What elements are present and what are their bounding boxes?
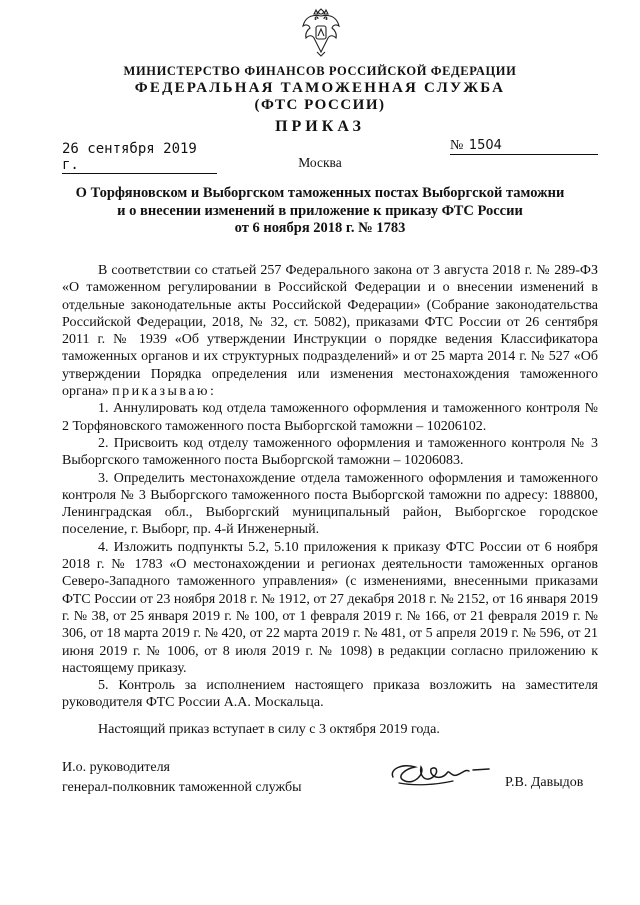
signatory-position-line: И.о. руководителя (62, 760, 171, 775)
order-number (450, 137, 598, 155)
effective-date-paragraph: Настоящий приказ вступает в силу с 3 октября 2019 года. (98, 722, 440, 737)
signatory-position-line: генерал-полковник таможенной службы (62, 780, 302, 795)
document-type: ПРИКАЗ (275, 118, 365, 135)
signatory-position (62, 758, 301, 798)
order-title-line: О Торфяновском и Выборгском таможенных постах Выборгской таможни (75, 185, 565, 201)
preamble-paragraph (62, 262, 598, 400)
order-item-4: 4. Изложить подпункты 5.2, 5.10 приложения к приказу ФТС России от 6 ноября 2018 г. № 1783 «О местонахождении и регионах деятельности таможенных органов Северо-Западного таможенного управления» (с изменениями, внесенными приказами ФТС России от 23 ноября 2018 г. № 1912, от 27 декабря 2018 г. № 2152, от 16 января 2019 г. № 38, от 25 января 2019 г. № 100, от 1 февраля 2019 г. № 166, от 21 февраля 2019 г. № 306, от 18 марта 2019 г. № 420, от 22 марта 2019 г. № 481, от 5 апреля 2019 г. № 596, от 21 июня 2019 г. № 1006, от 8 июля 2019 г. № 1098) в редакции согласно приложению к настоящему приказу. (62, 539, 598, 676)
russian-coat-of-arms-icon (301, 8, 341, 58)
handwritten-signature-icon (385, 755, 505, 795)
order-title-line: от 6 ноября 2018 г. № 1783 (234, 220, 406, 236)
order-number-value: 1504 (468, 138, 502, 153)
preamble-text: В соответствии со статьей 257 Федерального закона от 3 августа 2018 г. № 289-ФЗ «О таможенном регулировании в Российской Федерации и о внесении изменений в отдельные законодательные акты Российской Федерации» (Собрание законодательства Российской Федерации, 2018, № 32, ст. 5082), приказами ФТС России от 26 сентября 2011 г. № 1939 «Об утверждении Инструкции о порядке ведения Классификатора таможенных органов и их структурных подразделений» и от 25 марта 2014 г. № 527 «Об утверждении Порядка определения или изменения местонахождения таможенного органа» (62, 263, 598, 400)
order-item-2: 2. Присвоить код отделу таможенного оформления и таможенного контроля № 3 Выборгского таможенного поста Выборгской таможни – 10206083. (62, 435, 598, 469)
service-name: ФЕДЕРАЛЬНАЯ ТАМОЖЕННАЯ СЛУЖБА (134, 80, 506, 96)
ministry-name: МИНИСТЕРСТВО ФИНАНСОВ РОССИЙСКОЙ ФЕДЕРАЦИИ (123, 64, 517, 78)
order-number-prefix: № (450, 138, 464, 153)
service-abbreviation: (ФТС РОССИИ) (254, 97, 386, 113)
signatory-name: Р.В. Давыдов (505, 775, 584, 790)
order-date: 26 сентября 2019 г. (62, 141, 217, 174)
order-title-line: и о внесении изменений в приложение к приказу ФТС России (117, 202, 523, 219)
order-item-5: 5. Контроль за исполнением настоящего приказа возложить на заместителя руководителя ФТС России А.А. Москальца. (62, 678, 598, 711)
order-title (60, 185, 580, 238)
order-body (62, 262, 598, 712)
order-item-3: 3. Определить местонахождение отдела таможенного оформления и таможенного контроля № 3 Выборгского таможенного поста Выборгской таможни по адресу: 188800, Ленинградская обл., Выборгский муниципальный район, Выборгское городское поселение, г. Выборг, пр. 4-й Инженерный. (62, 470, 598, 538)
city: Москва (298, 155, 342, 170)
order-command-word: приказываю: (112, 384, 217, 400)
order-item-1: 1. Аннулировать код отдела таможенного оформления и таможенного контроля № 2 Торфяновского таможенного поста Выборгской таможни – 10206102. (62, 401, 598, 434)
